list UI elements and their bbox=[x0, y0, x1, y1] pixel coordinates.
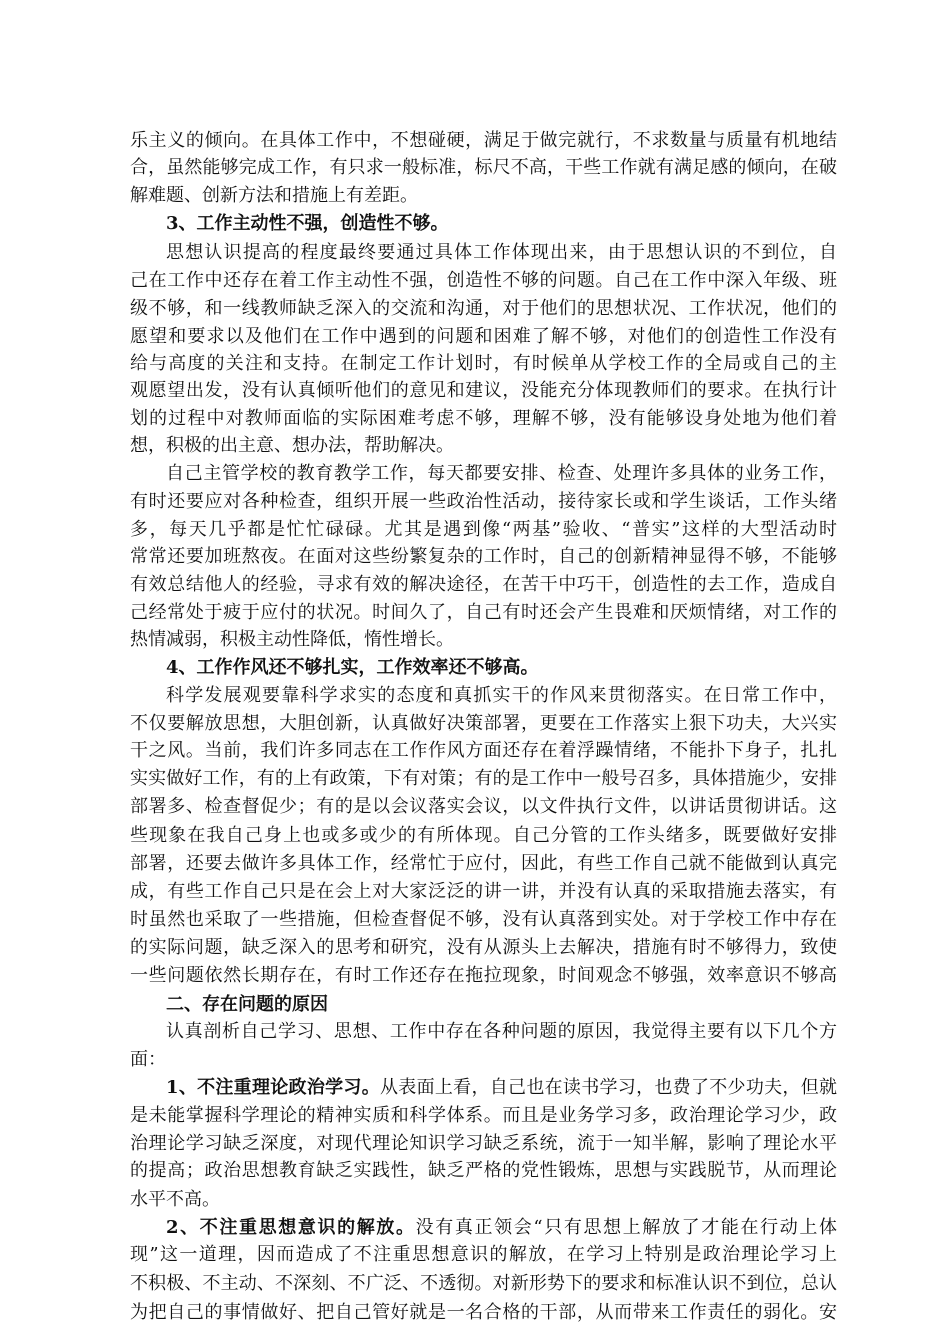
body-text: 想，积极的出主意、想办法，帮助解决。 bbox=[130, 435, 454, 456]
bold-heading-text: 4、工作作风还不够扎实，工作效率还不够高。 bbox=[166, 657, 539, 678]
body-text: 部署多、检查督促少；有的是以会议落实会议，以文件执行文件，以讲话贯彻讲话。这 bbox=[130, 796, 837, 817]
body-text: 科学发展观要靠科学求实的态度和真抓实干的作风来贯彻落实。在日常工作中， bbox=[166, 685, 837, 706]
body-text: 自己主管学校的教育教学工作，每天都要安排、检查、处理许多具体的业务工作， bbox=[166, 463, 837, 484]
text-line bbox=[130, 962, 837, 990]
text-line bbox=[130, 1046, 837, 1074]
bold-heading-text: 2、不注重思想意识的解放。 bbox=[166, 1217, 416, 1238]
text-line bbox=[130, 850, 837, 878]
text-line bbox=[130, 1130, 837, 1158]
text-line bbox=[130, 793, 837, 821]
text-line bbox=[166, 460, 837, 488]
text-line bbox=[130, 1270, 837, 1298]
body-text: 水平不高。 bbox=[130, 1189, 220, 1210]
text-line bbox=[130, 432, 837, 460]
body-text: 解难题、创新方法和措施上有差距。 bbox=[130, 185, 418, 206]
text-line bbox=[166, 682, 837, 710]
body-text: 的实际问题，缺乏深入的思考和研究，没有从源头上去解决，措施有时不够得力，致使 bbox=[130, 937, 837, 958]
body-text: 是未能掌握科学理论的精神实质和科学体系。而且是业务学习多，政治理论学习少，政 bbox=[130, 1105, 837, 1126]
text-line bbox=[166, 654, 837, 682]
body-text: 有效总结他人的经验，寻求有效的解决途径，在苦干中巧干，创造性的去工作，造成自 bbox=[130, 574, 837, 595]
body-text: 不积极、不主动、不深刻、不广泛、不透彻。对新形势下的要求和标准认识不到位，总认 bbox=[130, 1273, 837, 1294]
bold-heading-text: 1、不注重理论政治学习。 bbox=[166, 1077, 381, 1098]
body-text: 有时还要应对各种检查，组织开展一些政治性活动，接待家长或和学生谈话，工作头绪 bbox=[130, 491, 837, 512]
text-line bbox=[130, 350, 837, 378]
body-text: 乐主义的倾向。在具体工作中，不想碰硬，满足于做完就行，不求数量与质量有机地结 bbox=[130, 130, 837, 151]
body-text: 思想认识提高的程度最终要通过具体工作体现出来，由于思想认识的不到位，自 bbox=[166, 242, 837, 263]
text-line bbox=[130, 1241, 837, 1269]
body-text: 成，有些工作自己只是在会上对大家泛泛的讲一讲，并没有认真的采取措施去落实，有 bbox=[130, 881, 837, 902]
body-text: 从表面上看，自己也在读书学习，也费了不少功夫，但就 bbox=[380, 1077, 837, 1098]
text-line bbox=[130, 182, 837, 210]
text-line bbox=[130, 377, 837, 405]
body-text: 实实做好工作，有的上有政策，下有对策；有的是工作中一般号召多，具体措施少，安排 bbox=[130, 768, 837, 789]
text-line bbox=[130, 599, 837, 627]
text-line bbox=[166, 210, 837, 238]
text-line bbox=[130, 765, 837, 793]
text-line bbox=[130, 323, 837, 351]
body-text: 观愿望出发，没有认真倾听他们的意见和建议，没能充分体现教师们的要求。在执行计 bbox=[130, 380, 837, 401]
text-line bbox=[130, 1157, 837, 1185]
body-text: 面： bbox=[130, 1049, 166, 1070]
bold-heading-text: 3、工作主动性不强，创造性不够。 bbox=[166, 213, 449, 234]
body-text: 不仅要解放思想，大胆创新，认真做好决策部署，更要在工作落实上狠下功夫，大兴实 bbox=[130, 713, 837, 734]
text-line bbox=[166, 1018, 837, 1046]
text-line bbox=[130, 488, 837, 516]
body-text: 现”这一道理，因而造成了不注重思想意识的解放，在学习上特别是政治理论学习上 bbox=[130, 1244, 837, 1265]
text-line bbox=[130, 710, 837, 738]
text-line bbox=[130, 1299, 837, 1327]
text-line bbox=[130, 934, 837, 962]
body-text: 干之风。当前，我们许多同志在工作作风方面还存在着浮躁情绪，不能扑下身子，扎扎 bbox=[130, 740, 837, 761]
body-text: 常常还要加班熬夜。在面对这些纷繁复杂的工作时，自己的创新精神显得不够，不能够 bbox=[130, 546, 837, 567]
text-line bbox=[130, 737, 837, 765]
text-line bbox=[130, 906, 837, 934]
body-text: 没有真正领会“只有思想上解放了才能在行动上体 bbox=[415, 1217, 837, 1238]
body-text: 划的过程中对教师面临的实际困难考虑不够，理解不够，没有能够设身处地为他们着 bbox=[130, 408, 837, 429]
text-line bbox=[130, 822, 837, 850]
text-line bbox=[166, 239, 837, 267]
body-text: 治理论学习缺乏深度，对现代理论知识学习缺乏系统，流于一知半解，影响了理论水平 bbox=[130, 1133, 837, 1154]
body-text: 认真剖析自己学习、思想、工作中存在各种问题的原因，我觉得主要有以下几个方 bbox=[166, 1021, 837, 1042]
body-text: 部署，还要去做许多具体工作，经常忙于应付，因此，有些工作自己就不能做到认真完 bbox=[130, 853, 837, 874]
text-line bbox=[130, 878, 837, 906]
text-line bbox=[130, 516, 837, 544]
text-line bbox=[130, 154, 837, 182]
body-text: 愿望和要求以及他们在工作中遇到的问题和困难了解不够，对他们的创造性工作没有 bbox=[130, 326, 837, 347]
text-line bbox=[130, 1186, 837, 1214]
text-line bbox=[130, 405, 837, 433]
text-line bbox=[130, 626, 837, 654]
text-line bbox=[166, 1074, 837, 1102]
body-text: 己在工作中还存在着工作主动性不强，创造性不够的问题。自己在工作中深入年级、班 bbox=[130, 270, 837, 291]
body-text: 合，虽然能够完成工作，有只求一般标准，标尺不高，干些工作就有满足感的倾向，在破 bbox=[130, 157, 837, 178]
body-text: 些现象在我自己身上也或多或少的有所体现。自己分管的工作头绪多，既要做好安排 bbox=[130, 825, 837, 846]
text-line bbox=[130, 267, 837, 295]
bold-heading-text: 二、存在问题的原因 bbox=[166, 994, 328, 1015]
text-line bbox=[130, 127, 837, 155]
text-line bbox=[130, 1102, 837, 1130]
text-line bbox=[166, 1214, 837, 1242]
body-text: 多，每天几乎都是忙忙碌碌。尤其是遇到像“两基”验收、“普实”这样的大型活动时 bbox=[130, 519, 837, 540]
body-text: 热情减弱，积极主动性降低，惰性增长。 bbox=[130, 629, 454, 650]
text-line bbox=[130, 571, 837, 599]
body-text: 级不够，和一线教师缺乏深入的交流和沟通，对于他们的思想状况、工作状况，他们的 bbox=[130, 298, 837, 319]
body-text: 为把自己的事情做好、把自己管好就是一名合格的干部，从而带来工作责任的弱化。安 bbox=[130, 1302, 837, 1323]
body-text: 己经常处于疲于应付的状况。时间久了，自己有时还会产生畏难和厌烦情绪，对工作的 bbox=[130, 602, 837, 623]
text-line bbox=[166, 991, 837, 1019]
body-text: 时虽然也采取了一些措施，但检查督促不够，没有认真落到实处。对于学校工作中存在 bbox=[130, 909, 837, 930]
body-text: 的提高；政治思想教育缺乏实践性，缺乏严格的党性锻炼，思想与实践脱节，从而理论 bbox=[130, 1160, 837, 1181]
body-text: 给与高度的关注和支持。在制定工作计划时，有时候单从学校工作的全局或自己的主 bbox=[130, 353, 837, 374]
text-line bbox=[130, 295, 837, 323]
body-text: 一些问题依然长期存在，有时工作还存在拖拉现象，时间观念不够强，效率意识不够高 bbox=[130, 965, 837, 986]
text-line bbox=[130, 543, 837, 571]
